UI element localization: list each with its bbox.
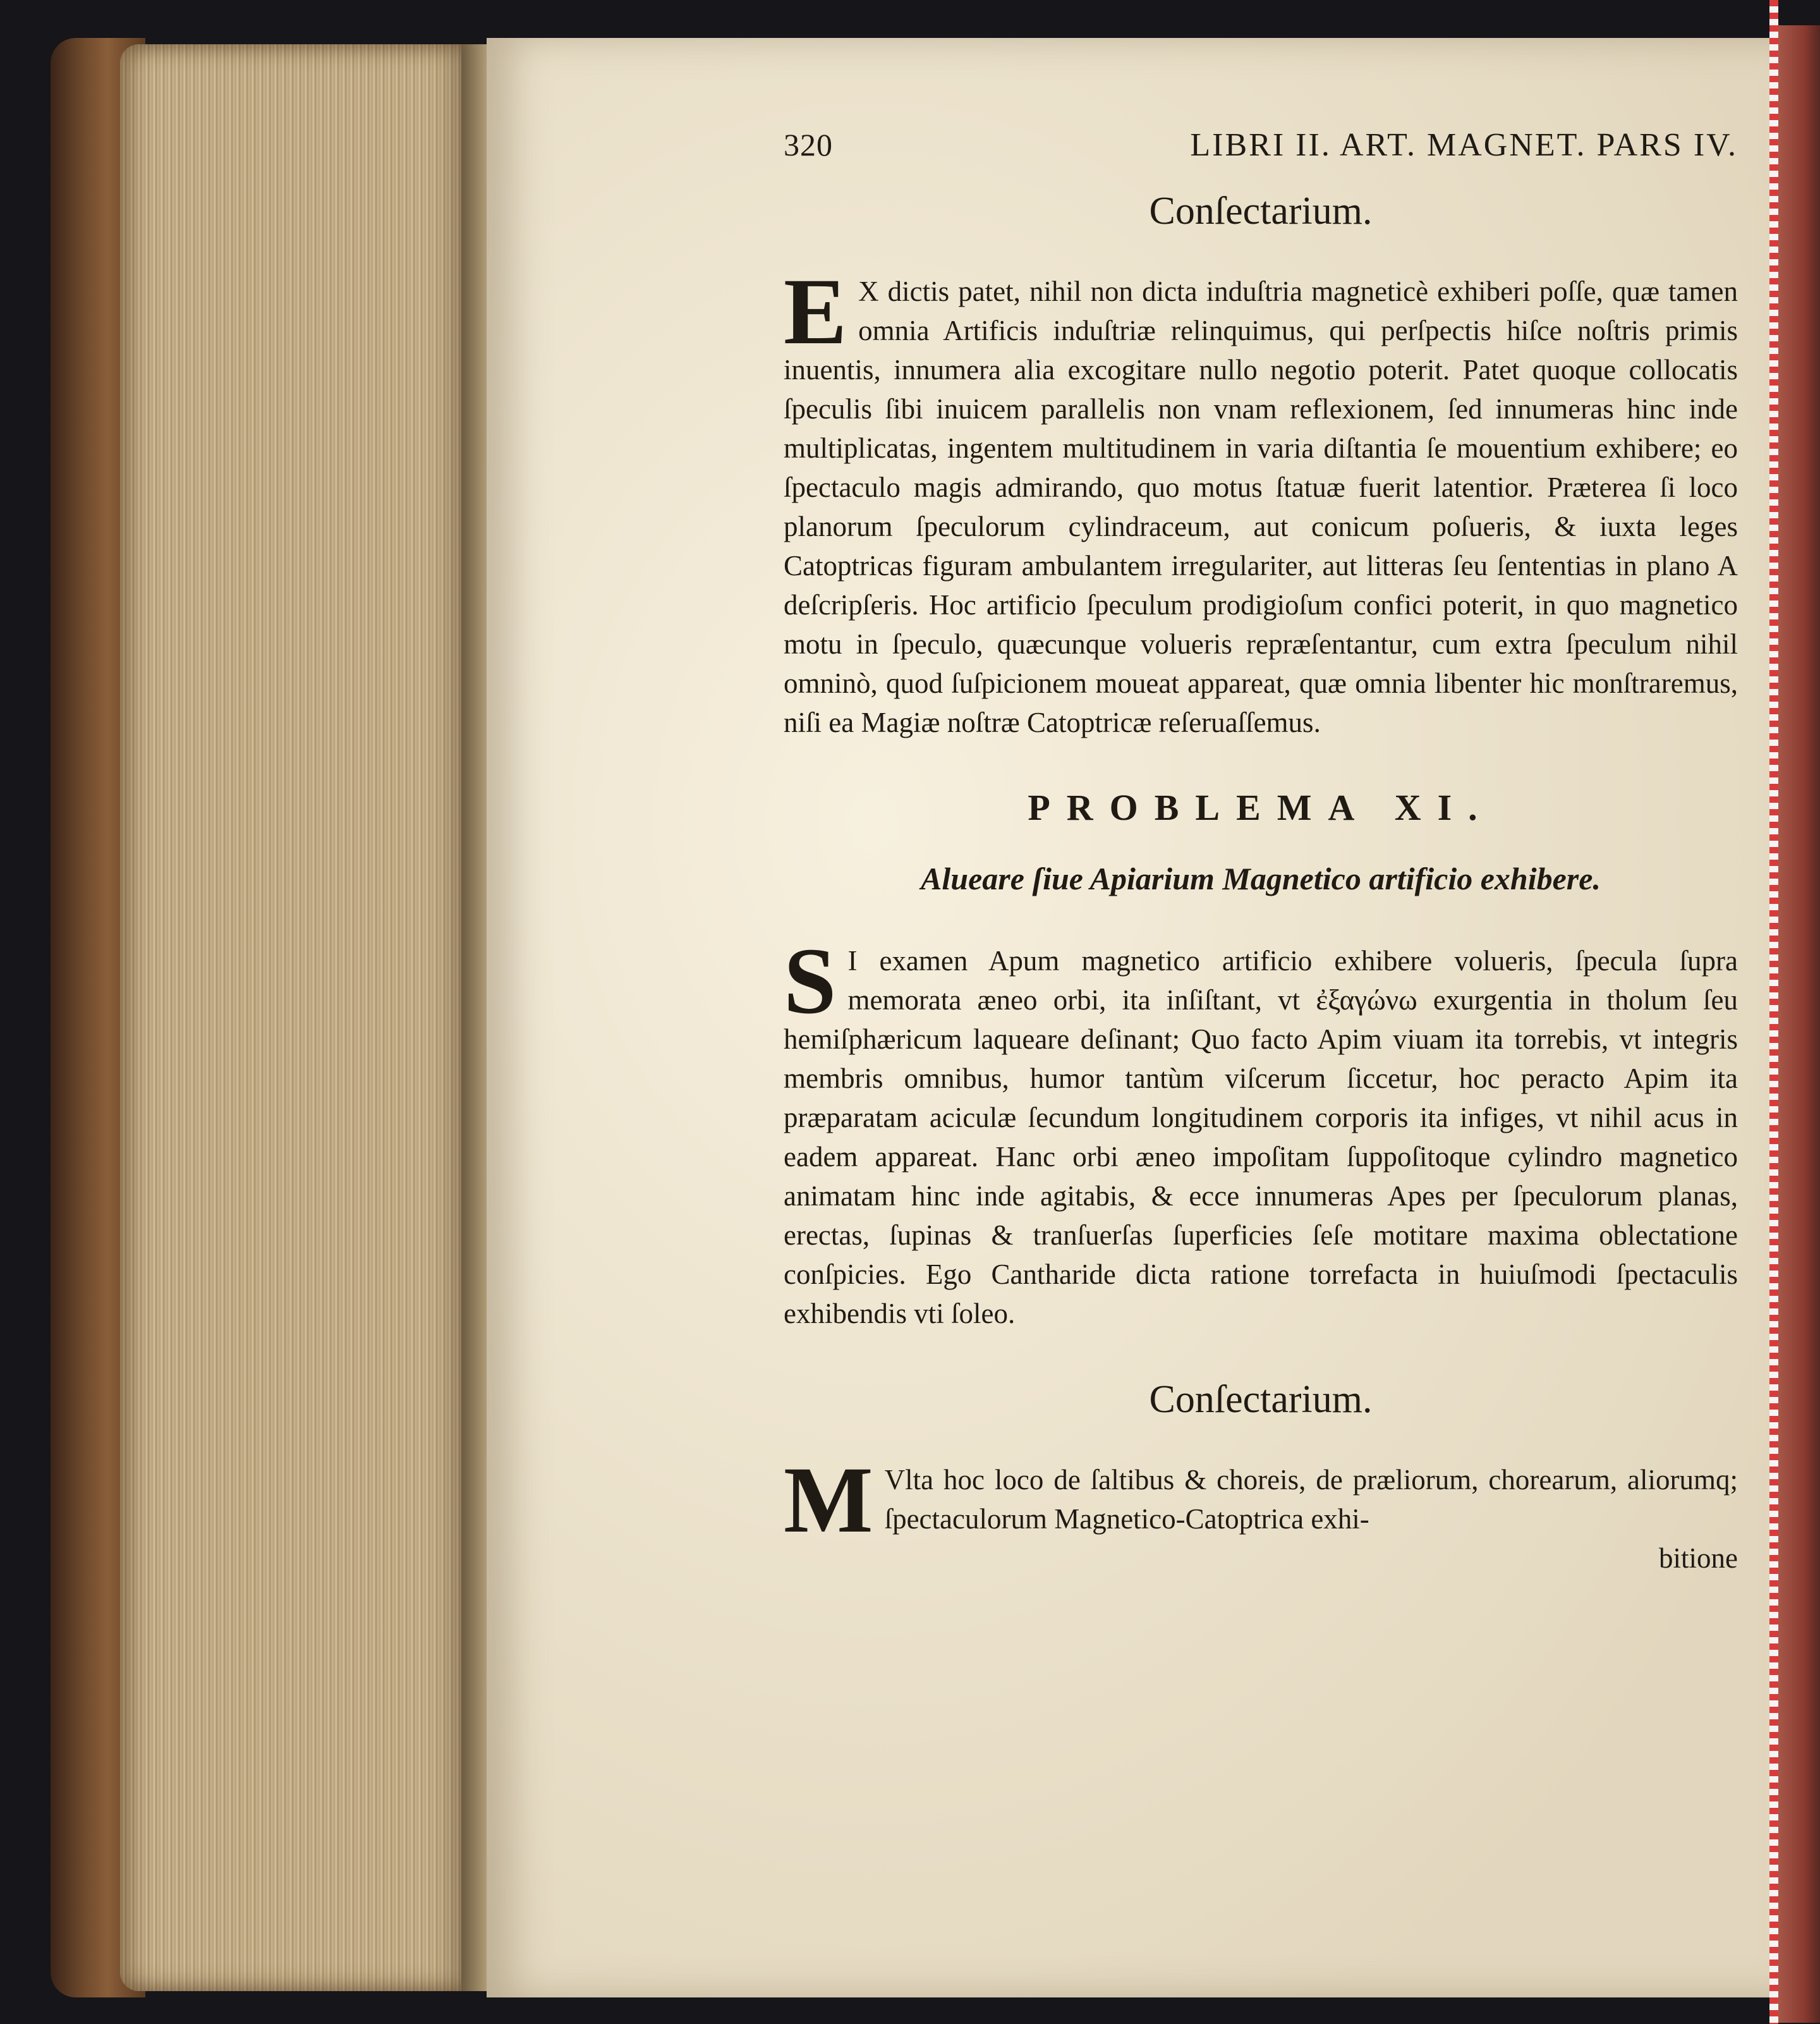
drop-cap: E <box>784 259 847 364</box>
problem-subtitle: Alueare ſiue Apiarium Magnetico artificio exhibere. <box>921 861 1601 896</box>
paragraph-1 <box>784 259 1738 742</box>
paragraph-3 <box>784 1448 1738 1552</box>
page-number: 320 <box>784 127 833 162</box>
paragraph-text: Vlta hoc loco de ſaltibus & choreis, de præliorum, chorearum, aliorumq; ſpectaculorum Magnetico-Catoptrica exhi- <box>884 1464 1738 1535</box>
paragraph-2 <box>784 929 1738 1333</box>
running-head <box>784 126 1738 164</box>
page-text-column <box>784 126 1738 1578</box>
problem-heading: PROBLEMA XI. <box>1028 787 1494 828</box>
color-calibration-strip <box>1769 0 1778 2024</box>
drop-cap: M <box>784 1448 873 1552</box>
section-heading-consectarium-2: Conſectarium. <box>1149 1378 1373 1421</box>
page-block-edges <box>120 44 474 1991</box>
paragraph-text: I examen Apum magnetico artificio exhibere volueris, ſpecula ſupra memorata æneo orbi, ita inſiſtant, vt ἐξαγώνω exurgentia in tholum ſeu hemiſphæricum laqueare deſinant; Quo facto Apim viuam ita torrebis, vt integris membris omnibus, humor tantùm viſcerum ſiccetur, hoc peracto Apim ita præparatam aciculæ ſecundum longitudinem corporis ita infiges, vt nihil acus in eadem appareat. Hanc orbi æneo impoſitam ſuppoſitoque cylindro magnetico animatam hinc inde agitabis, & ecce innumeras Apes per ſpeculorum planas, erectas, ſupinas & tranſuerſas ſuperficies ſeſe motitare maxima oblectatione conſpicies. Ego Cantharide dicta ratione torrefacta in huiuſmodi ſpectaculis exhibendis vti ſoleo. <box>784 945 1738 1329</box>
right-cover-edge <box>1776 25 1820 2023</box>
running-title: LIBRI II. ART. MAGNET. PARS IV. <box>1190 127 1738 163</box>
section-heading-consectarium: Conſectarium. <box>1149 190 1373 233</box>
paragraph-text: X dictis patet, nihil non dicta induſtria magneticè exhiberi poſſe, quæ tamen omnia Artificis induſtriæ relinquimus, qui perſpectis hiſce noſtris primis inuentis, innumera alia excogitare nullo negotio poterit. Patet quoque collocatis ſpeculis ſibi inuicem parallelis non vnam reflexionem, ſed innumeras hinc inde multiplicatas, ingentem multitudinem in varia diſtantia ſe mouentium exhibere; eo ſpectaculo magis admirando, quo motus ſtatuæ fuerit latentior. Præterea ſi loco planorum ſpeculorum cylindraceum, aut conicum poſueris, & iuxta leges Catoptricas figuram ambulantem irregulariter, aut litteras ſeu ſententias in plano A deſcripſeris. Hoc artificio ſpeculum prodigioſum confici poterit, in quo magnetico motu in ſpeculo, quæcunque volueris repræſentantur, cum extra ſpeculum nihil omninò, quod ſuſpicionem moueat appareat, quæ omnia libenter hic monſtraremus, niſi ea Magiæ noſtræ Catoptricæ reſeruaſſemus. <box>784 276 1738 738</box>
drop-cap: S <box>784 929 837 1033</box>
catchword: bitione <box>1659 1542 1738 1574</box>
